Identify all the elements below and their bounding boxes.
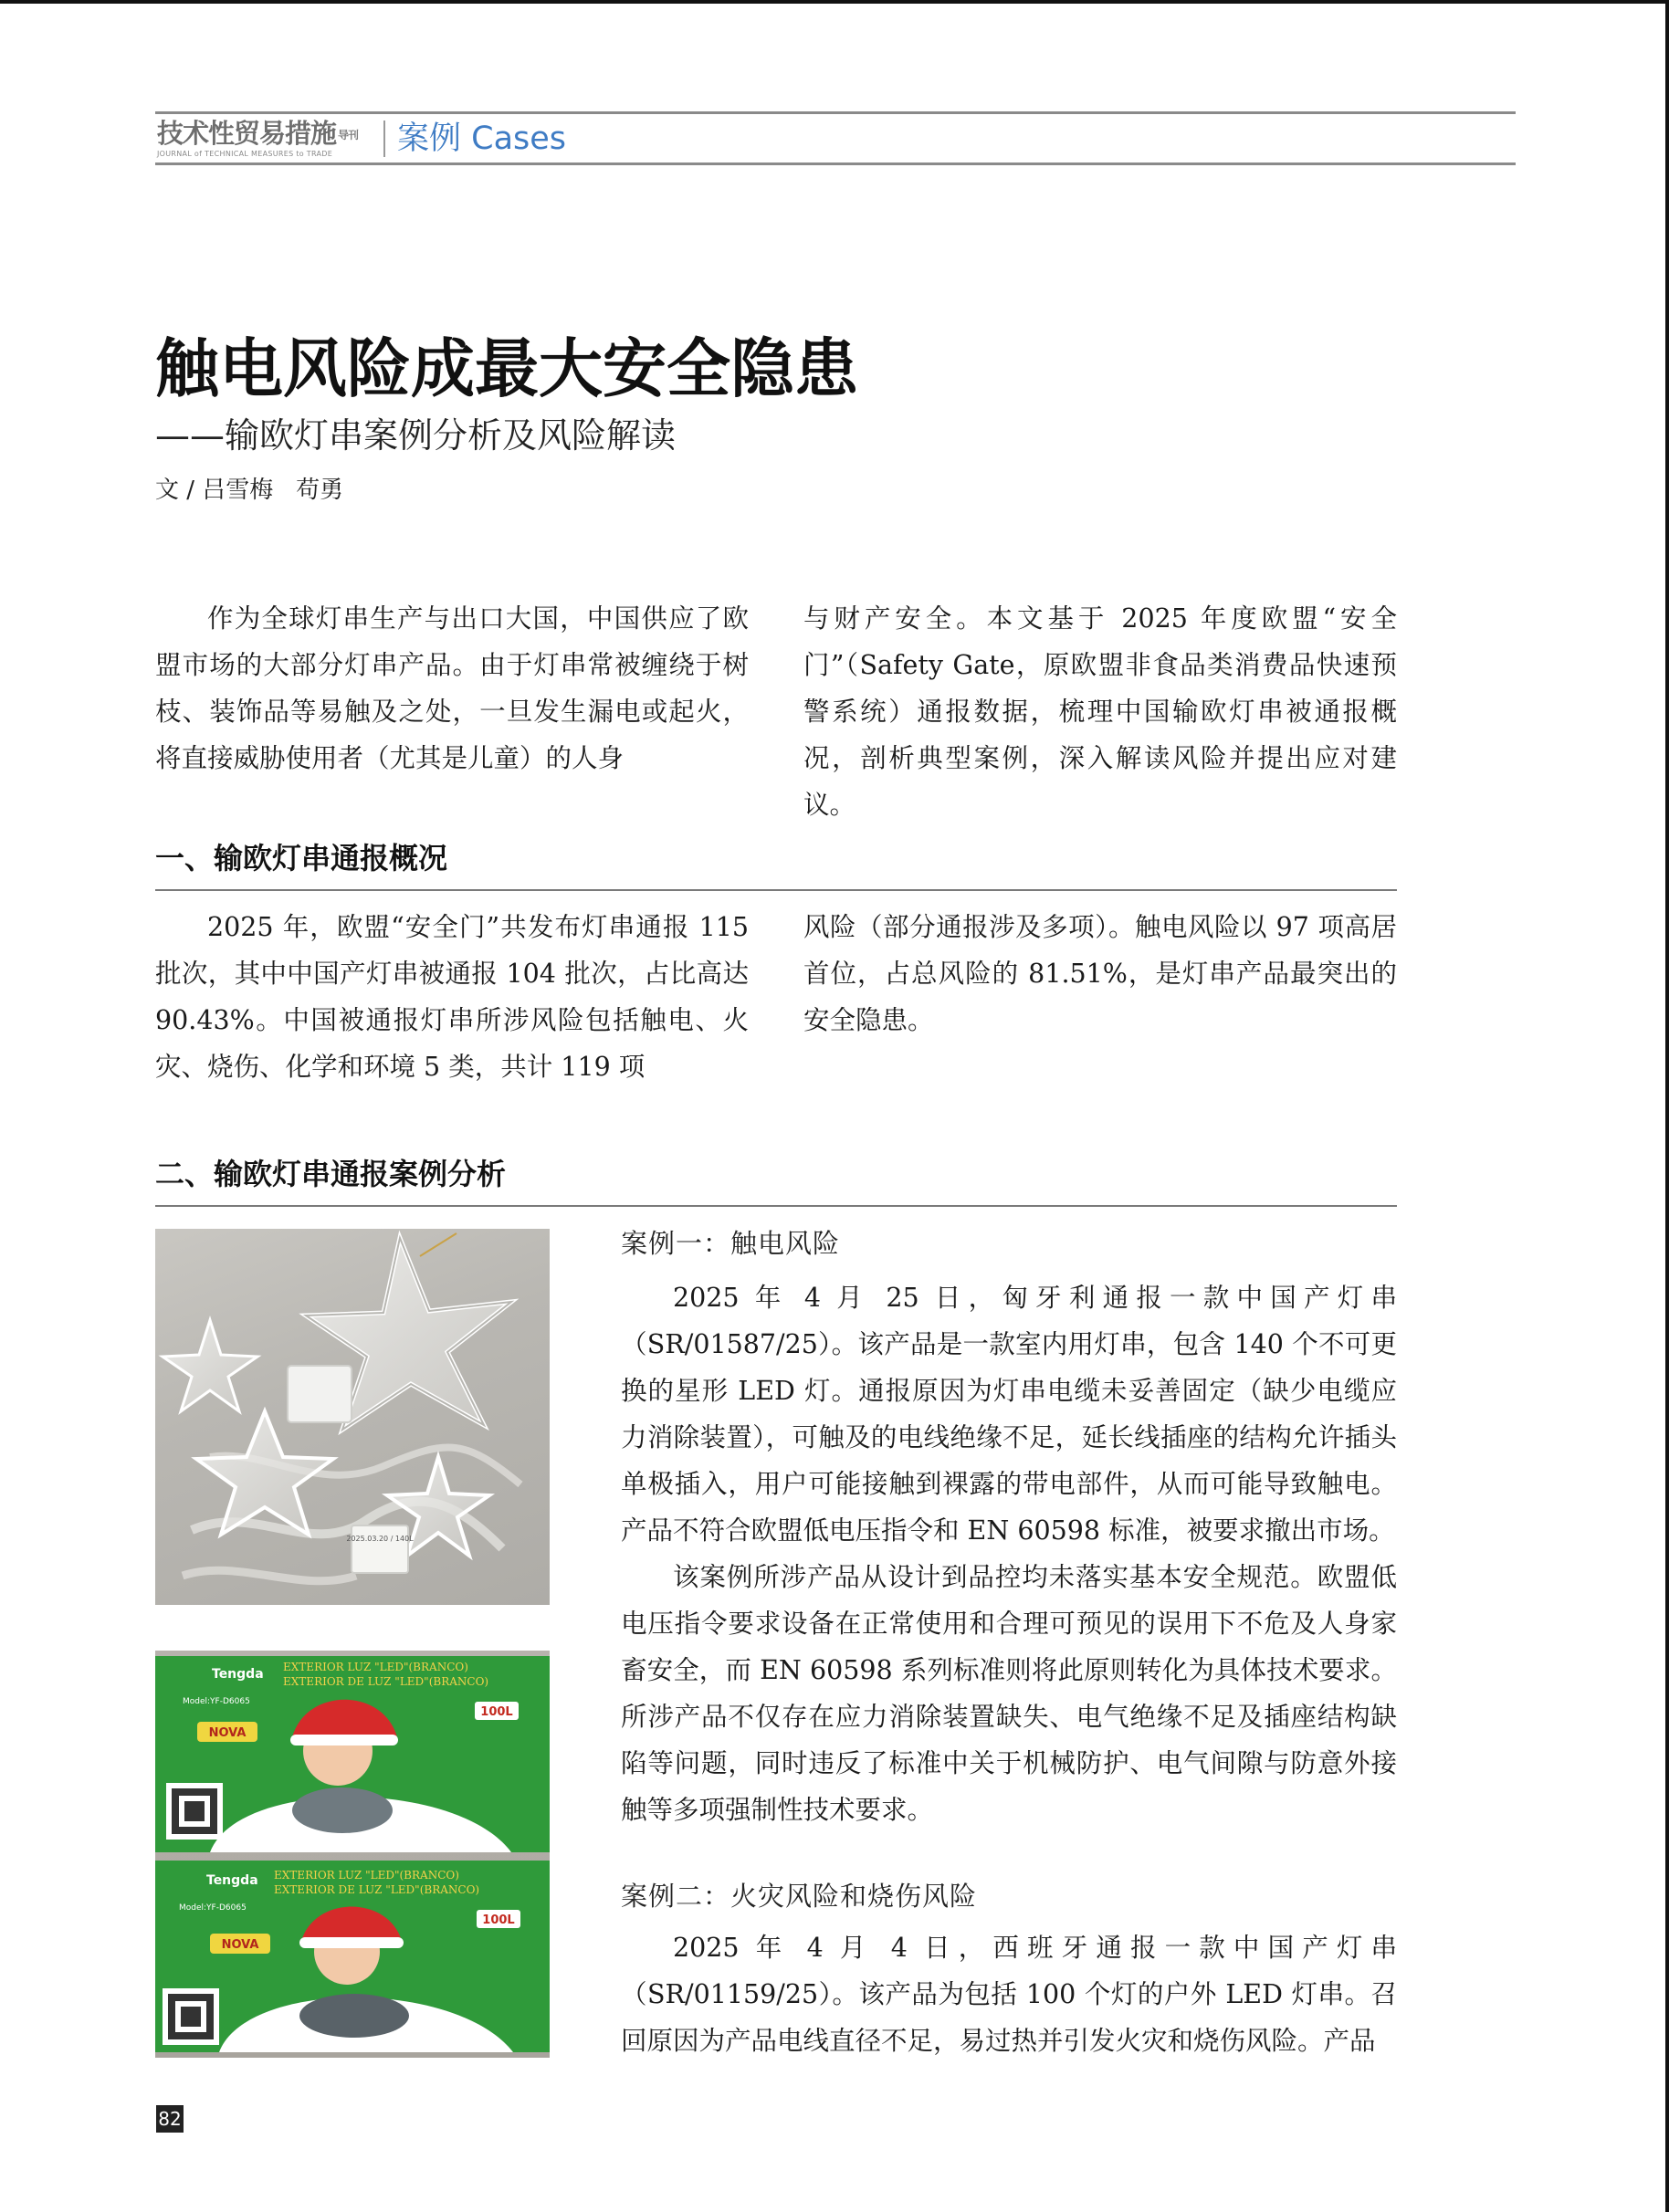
section1-heading: 一、输欧灯串通报概况 [155,841,448,875]
header-rule-bottom [155,162,1516,165]
header-separator [383,121,385,157]
label-code: 2025.03.20 / 140L [346,1535,414,1543]
journal-name: 技术性贸易措施 [157,118,337,149]
section1-right-column [803,904,1397,1043]
case2-paragraph-1: 2025 年 4 月 4 日，西班牙通报一款中国产灯串（SR/01159/25）。该产品为包括 100 个灯的户外 LED 灯串。召回原因为产品电线直径不足，易过热并引发火灾和烧伤风险。产品 [621,1933,1397,2056]
case1-heading: 案例一：触电风险 [621,1228,841,1259]
intro-right-column [803,595,1397,828]
article-title: 触电风险成最大安全隐患 [155,331,858,406]
section1-rule [155,889,1397,891]
box-badge: NOVA [208,1726,247,1740]
intro-paragraph-right: 与财产安全。本文基于 2025 年度欧盟“安全门”（Safety Gate，原欧盟非食品类消费品快速预警系统）通报数据，梳理中国输欧灯串被通报概况，剖析典型案例，深入解读风险并提出应对建议。 [803,603,1397,820]
article-author: 文 / 吕雪梅 苟勇 [155,477,344,504]
case2-heading: 案例二：火灾风险和烧伤风险 [621,1881,978,1912]
box-badge-2: NOVA [221,1938,259,1952]
journal-english-name: JOURNAL of TECHNICAL MEASURES to TRADE [157,150,333,158]
intro-left-column [155,595,749,781]
box-brand-2: Tengda [206,1873,258,1888]
case1-body [621,1274,1397,1833]
page-top-border [0,0,1669,4]
box-brand: Tengda [212,1667,264,1682]
section-tag: 案例 Cases [397,121,567,157]
box-model: Model:YF-D6065 [183,1697,250,1706]
box-line-2-2: EXTERIOR DE LUZ "LED"(BRANCO) [274,1883,480,1896]
section2-heading: 二、输欧灯串通报案例分析 [155,1157,507,1191]
box-count-2: 100L [482,1913,515,1927]
page-right-border [1665,0,1669,2212]
star-light-string-photo [155,1229,550,1605]
journal-logo [157,119,376,159]
box-line-1: EXTERIOR LUZ "LED"(BRANCO) [283,1661,468,1673]
star-lights-illustration [155,1229,550,1605]
section1-paragraph-left: 2025 年，欧盟“安全门”共发布灯串通报 115 批次，其中中国产灯串被通报 104 批次，占比高达 90.43%。中国被通报灯串所涉风险包括触电、火灾、烧伤、化学和环境 5 类，共计 119 项 [155,912,749,1082]
section2-rule [155,1205,1397,1207]
page-number: 82 [156,2105,184,2133]
box-model-2: Model:YF-D6065 [179,1903,247,1913]
case2-body [621,1924,1397,2064]
case1-paragraph-1: 2025 年 4 月 25 日，匈牙利通报一款中国产灯串（SR/01587/25）。该产品是一款室内用灯串，包含 140 个不可更换的星形 LED 灯。通报原因为灯串电缆未妥善固定（缺少电缆应力消除装置），可触及的电线绝缘不足，延长线插座的结构允许插头单极插入，用户可能接触到裸露的带电部件，从而可能导致触电。产品不符合欧盟低电压指令和 EN 60598 标准，被要求撤出市场。 [621,1283,1397,1546]
box-count: 100L [480,1705,513,1719]
section1-left-column [155,904,749,1090]
case1-paragraph-2: 该案例所涉产品从设计到品控均未落实基本安全规范。欧盟低电压指令要求设备在正常使用和合理可预见的误用下不危及人身家畜安全，而 EN 60598 系列标准则将此原则转化为具体技术要求。所涉产品不仅存在应力消除装置缺失、电气绝缘不足及插座结构缺陷等问题，同时违反了标准中关于机械防护、电气间隙与防意外接触等多项强制性技术要求。 [621,1562,1397,1825]
article-subtitle: ——输欧灯串案例分析及风险解读 [155,415,677,456]
journal-tag: 导刊 [338,129,359,142]
intro-paragraph-left: 作为全球灯串生产与出口大国，中国供应了欧盟市场的大部分灯串产品。由于灯串常被缠绕于树枝、装饰品等易触及之处，一旦发生漏电或起火，将直接威胁使用者（尤其是儿童）的人身 [155,603,749,773]
section1-paragraph-right: 风险（部分通报涉及多项）。触电风险以 97 项高居首位，占总风险的 81.51%，是灯串产品最突出的安全隐患。 [803,912,1397,1035]
product-boxes-illustration [155,1651,550,2058]
header-rule-top [155,111,1516,114]
box-line-1-2: EXTERIOR LUZ "LED"(BRANCO) [274,1869,459,1882]
box-line-2: EXTERIOR DE LUZ "LED"(BRANCO) [283,1675,489,1688]
product-box-photo [155,1651,550,2058]
